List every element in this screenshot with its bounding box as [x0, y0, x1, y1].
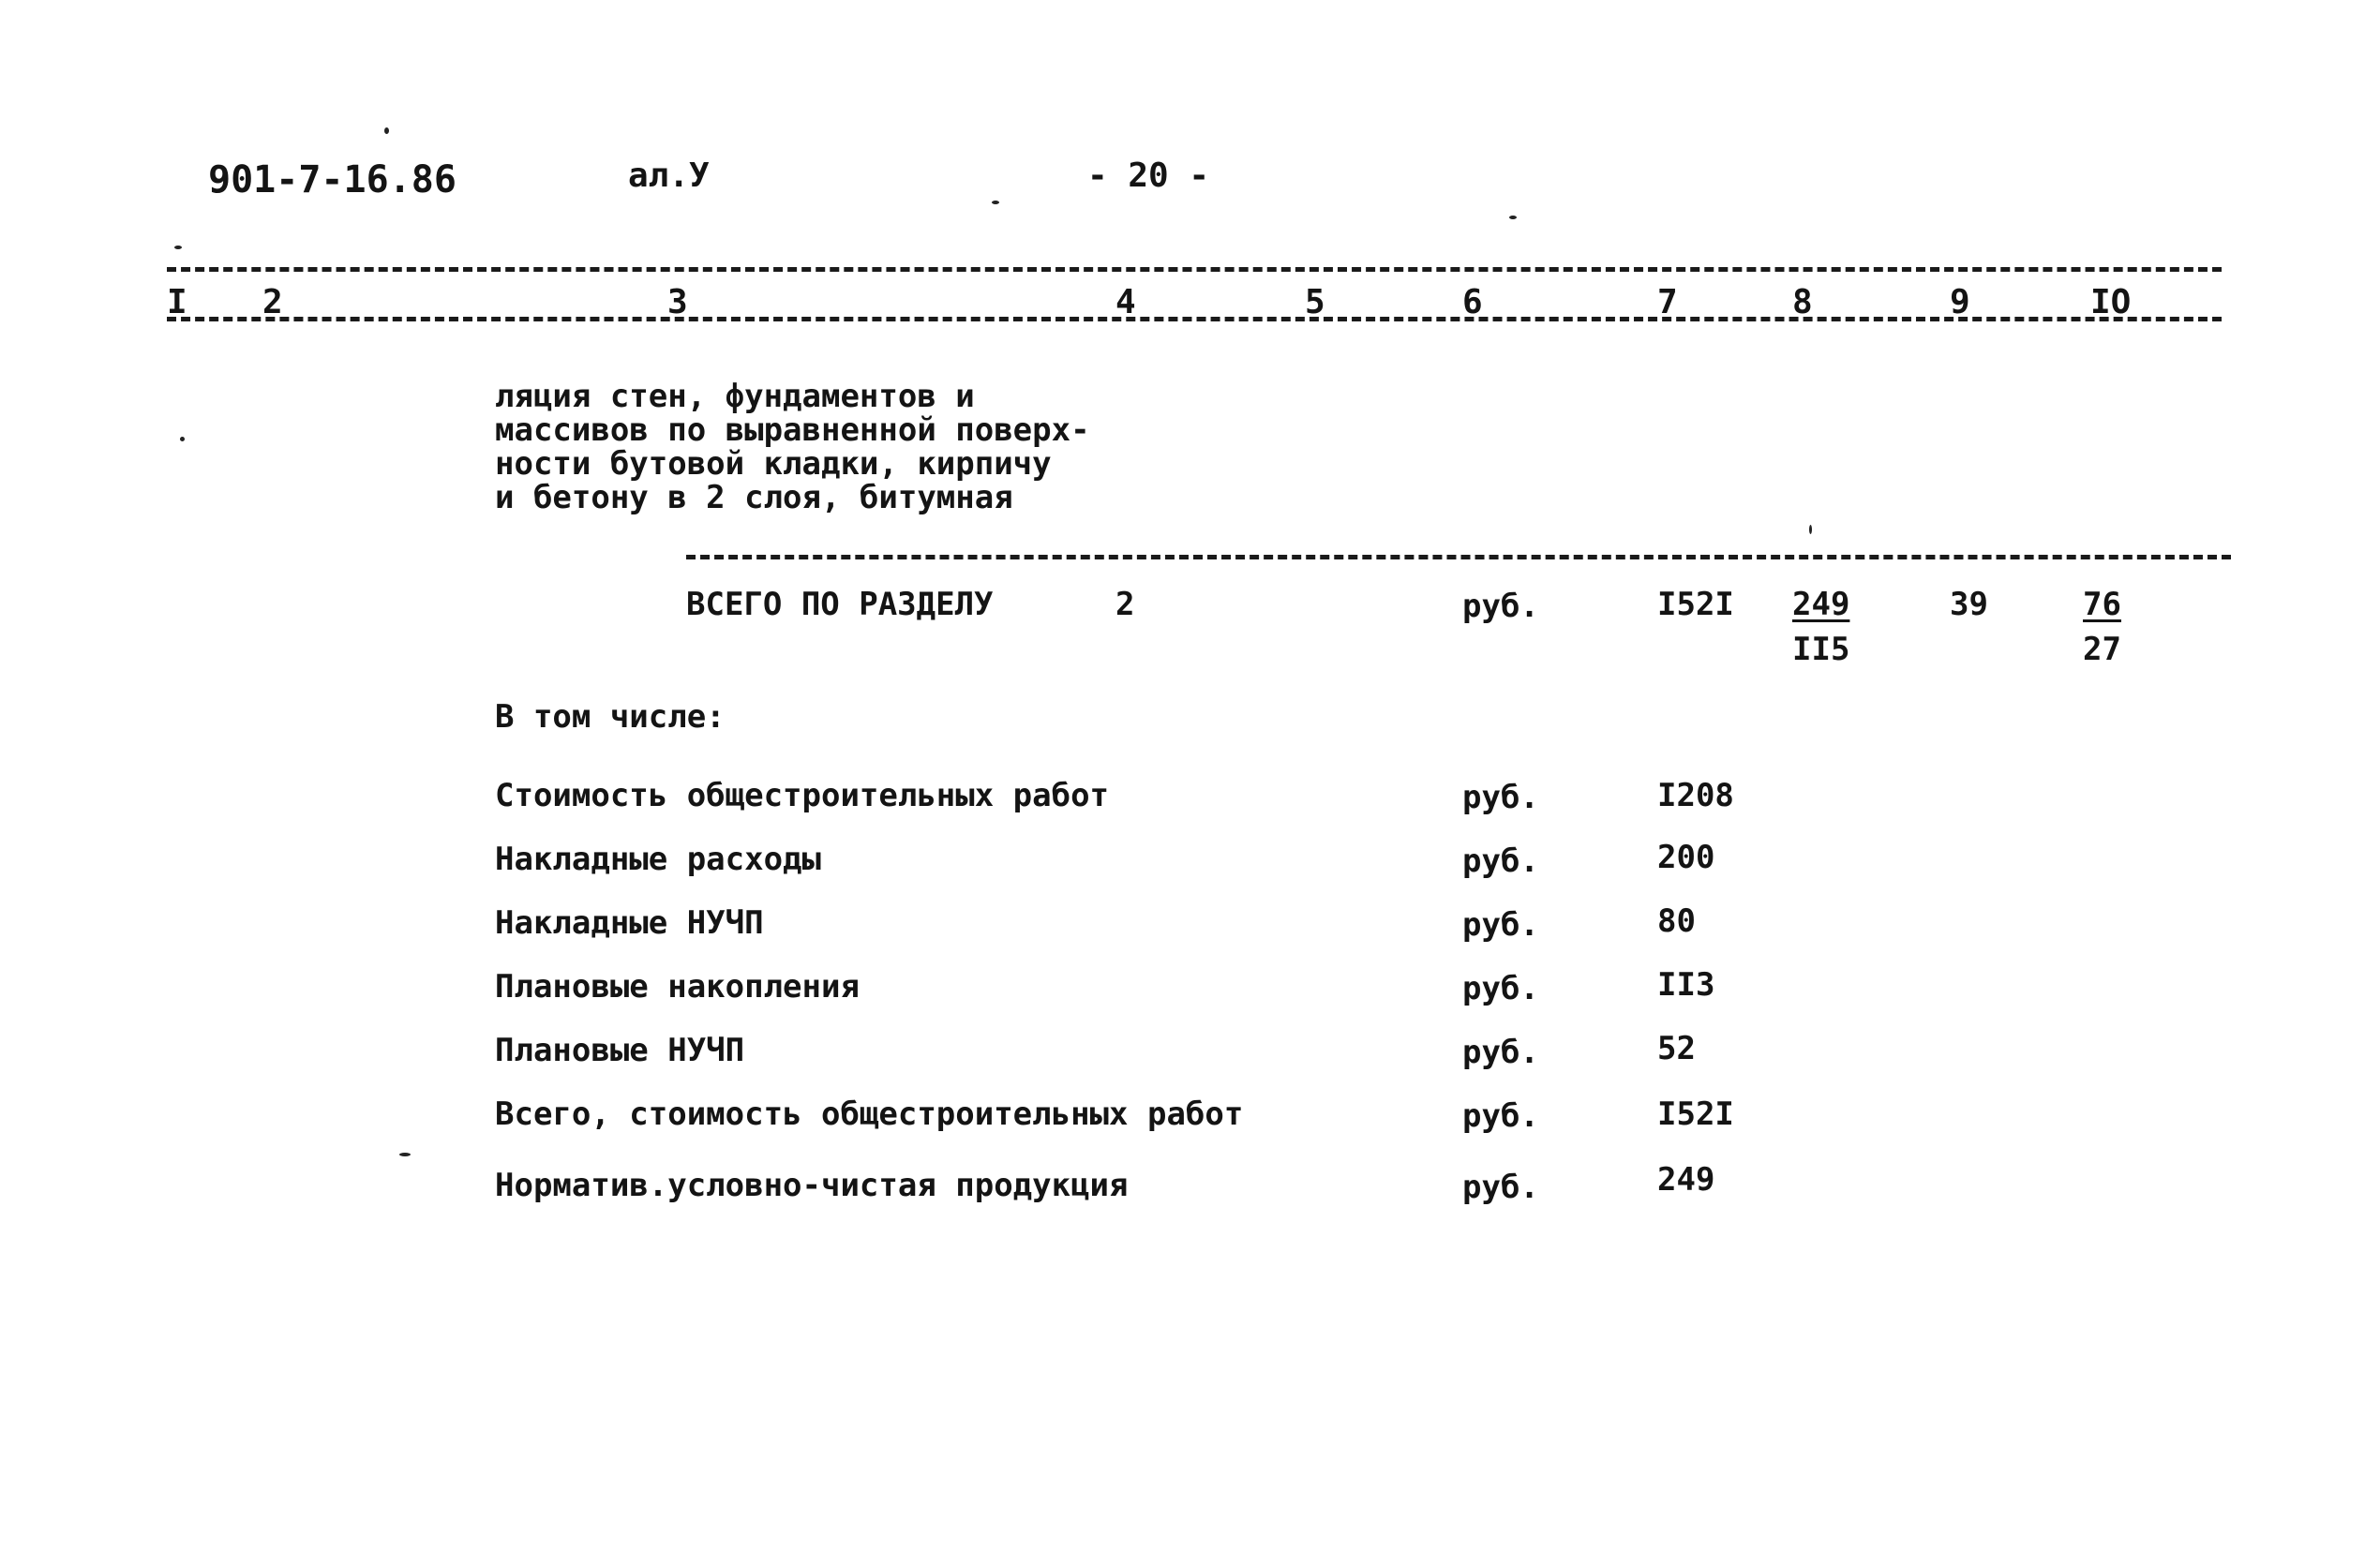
- item-value: I52I: [1657, 1095, 1734, 1133]
- item-unit: руб.: [1462, 842, 1539, 880]
- item-value: 200: [1657, 839, 1715, 876]
- column-header-top-rule: [167, 267, 2222, 272]
- scan-speck: [174, 246, 182, 249]
- item-unit: руб.: [1462, 906, 1539, 944]
- item-label: Накладные расходы: [495, 841, 821, 878]
- scan-speck: [180, 437, 185, 441]
- column-number-7: 7: [1657, 283, 1678, 321]
- section-total-rule: [686, 555, 2231, 559]
- item-value: 80: [1657, 902, 1696, 940]
- item-value: I208: [1657, 777, 1734, 814]
- item-value: 249: [1657, 1161, 1715, 1199]
- section-total-number: 2: [1115, 586, 1135, 623]
- column-number-10: IO: [2090, 283, 2132, 321]
- column-number-4: 4: [1115, 283, 1136, 321]
- album-number: ал.У: [628, 156, 710, 195]
- section-total-col10-bottom: 27: [2083, 631, 2121, 668]
- scan-speck: [1509, 216, 1517, 219]
- page-number: - 20 -: [1087, 156, 1210, 195]
- column-number-6: 6: [1462, 283, 1483, 321]
- scan-speck: [399, 1153, 411, 1156]
- section-total-col8-top: 249: [1792, 586, 1850, 623]
- item-label: Плановые накопления: [495, 968, 860, 1006]
- section-total-unit: руб.: [1462, 588, 1539, 625]
- scan-speck: [992, 201, 999, 204]
- scan-speck: [1809, 525, 1812, 534]
- item-unit: руб.: [1462, 970, 1539, 1007]
- item-unit: руб.: [1462, 779, 1539, 816]
- item-label: Норматив.условно-чистая продукция: [495, 1167, 1129, 1204]
- item-label: Всего, стоимость общестроительных работ: [495, 1095, 1244, 1133]
- item-label: Стоимость общестроительных работ: [495, 777, 1110, 814]
- including-label: В том числе:: [495, 698, 726, 736]
- section-total-col9: 39: [1950, 586, 1988, 623]
- item-unit: руб.: [1462, 1097, 1539, 1135]
- item-label: Накладные НУЧП: [495, 904, 764, 942]
- section-total-col10-top: 76: [2083, 586, 2121, 623]
- description-line-2: массивов по выравненной поверх-: [495, 411, 1090, 449]
- item-value: II3: [1657, 966, 1715, 1004]
- column-number-2: 2: [262, 283, 283, 321]
- column-number-9: 9: [1950, 283, 1970, 321]
- section-total-label: ВСЕГО ПО РАЗДЕЛУ: [686, 586, 994, 623]
- description-line-3: ности бутовой кладки, кирпичу: [495, 445, 1052, 483]
- document-code: 901-7-16.86: [208, 158, 457, 201]
- column-header-bottom-rule: [167, 317, 2222, 321]
- column-number-3: 3: [667, 283, 688, 321]
- section-total-col7: I52I: [1657, 586, 1734, 623]
- item-label: Плановые НУЧП: [495, 1032, 745, 1069]
- scan-speck: [384, 127, 389, 134]
- description-line-4: и бетону в 2 слоя, битумная: [495, 479, 1013, 516]
- item-value: 52: [1657, 1030, 1696, 1067]
- column-number-8: 8: [1792, 283, 1813, 321]
- column-number-1: I: [167, 283, 187, 321]
- item-unit: руб.: [1462, 1034, 1539, 1071]
- description-line-1: ляция стен, фундаментов и: [495, 378, 975, 415]
- item-unit: руб.: [1462, 1169, 1539, 1206]
- section-total-col8-bottom: II5: [1792, 631, 1850, 668]
- column-number-5: 5: [1305, 283, 1325, 321]
